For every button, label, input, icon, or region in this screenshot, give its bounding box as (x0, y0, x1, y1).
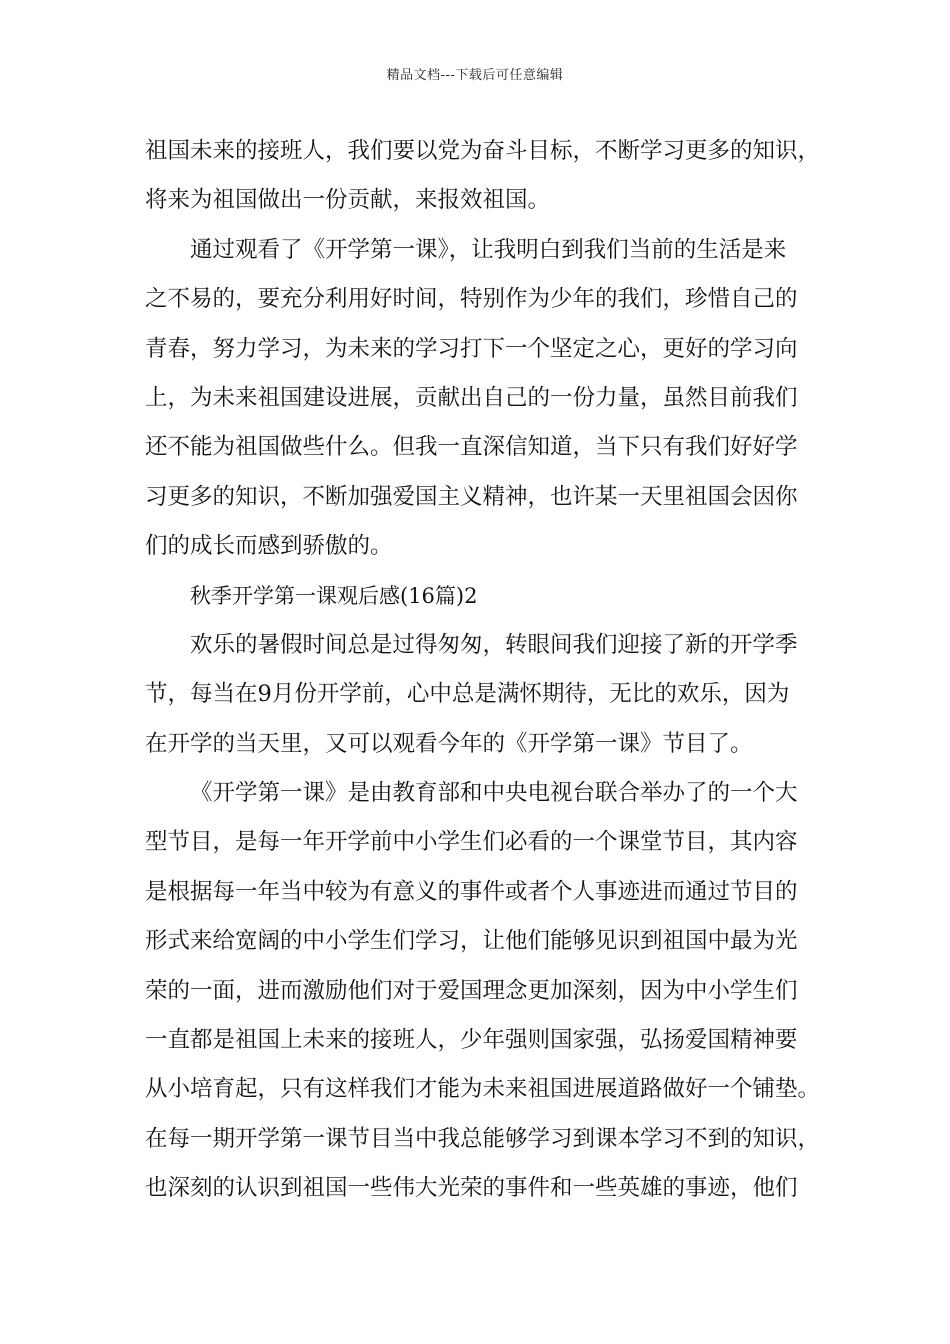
text-line: 也深刻的认识到祖国一些伟大光荣的事件和一些英雄的事迹，他们 (145, 1175, 798, 1202)
text-line: 通过观看了《开学第一课》，让我明白到我们当前的生活是来 (190, 236, 787, 263)
text-line: 型节目，是每一年开学前中小学生们必看的一个课堂节目，其内容 (145, 829, 798, 856)
text-line: 祖国未来的接班人，我们要以党为奋斗目标，不断学习更多的知识， (145, 138, 821, 164)
document-body (145, 127, 825, 1214)
text-line: 《开学第一课》是由教育部和中央电视台联合举办了的一个大 (190, 780, 798, 807)
text-line: 们的成长而感到骄傲的。 (145, 533, 393, 560)
text-line: 将来为祖国做出一份贡献，来报效祖国。 (145, 187, 551, 214)
text-line: 一直都是祖国上未来的接班人，少年强则国家强，弘扬爱国精神要 (145, 1027, 798, 1054)
text-line: 在每一期开学第一课节目当中我总能够学习到课本学习不到的知识， (145, 1125, 821, 1152)
text-line: 之不易的，要充分利用好时间，特别作为少年的我们，珍惜自己的 (145, 286, 798, 313)
section-heading: 秋季开学第一课观后感(16篇)2 (190, 583, 478, 608)
page-header: 精品文档---下载后可任意编辑 (386, 68, 564, 83)
text-line: 上，为未来祖国建设进展，贡献出自己的一份力量，虽然目前我们 (145, 384, 798, 411)
text-line: 节，每当在9月份开学前，心中总是满怀期待，无比的欢乐，因为 (145, 681, 790, 708)
text-line: 形式来给宽阔的中小学生们学习，让他们能够见识到祖国中最为光 (145, 928, 798, 955)
text-line: 习更多的知识，不断加强爱国主义精神，也许某一天里祖国会因你 (145, 483, 798, 510)
text-line: 从小培育起，只有这样我们才能为未来祖国进展道路做好一个铺垫。 (145, 1076, 821, 1103)
text-line: 欢乐的暑假时间总是过得匆匆，转眼间我们迎接了新的开学季 (190, 631, 798, 658)
text-line: 荣的一面，进而激励他们对于爱国理念更加深刻，因为中小学生们 (145, 977, 798, 1004)
text-line: 在开学的当天里，又可以观看今年的《开学第一课》节目了。 (145, 730, 753, 757)
text-line: 是根据每一年当中较为有意义的事件或者个人事迹进而通过节目的 (145, 878, 798, 905)
text-line: 青春，努力学习，为未来的学习打下一个坚定之心，更好的学习向 (145, 335, 798, 362)
text-line: 还不能为祖国做些什么。但我一直深信知道，当下只有我们好好学 (145, 434, 798, 461)
